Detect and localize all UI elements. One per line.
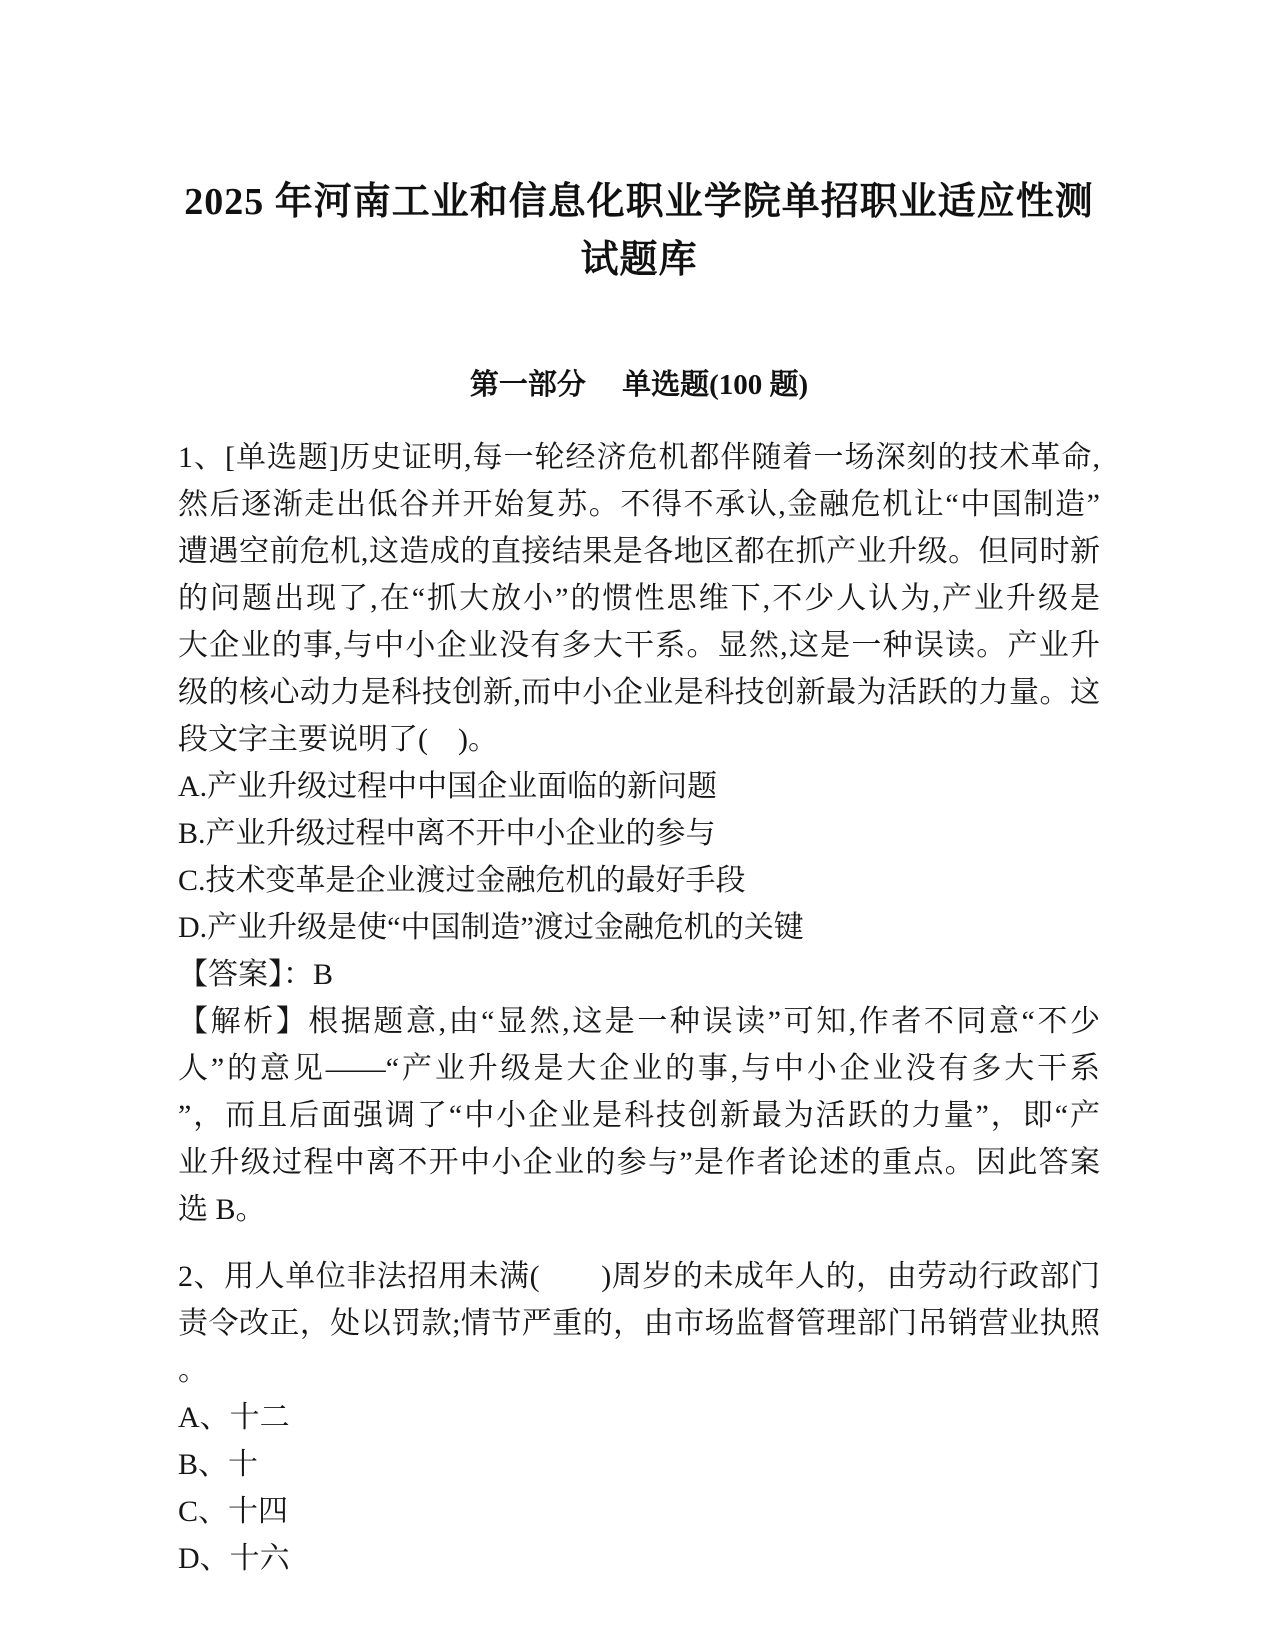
question-1-option-c: C.技术变革是企业渡过金融危机的最好手段 — [178, 863, 746, 897]
question-2-stem-line-2: 责令改正，处以罚款;情节严重的，由市场监督管理部门吊销营业执照 — [178, 1306, 1100, 1340]
question-2-option-c: C、十四 — [178, 1494, 289, 1528]
question-1-analysis-line-1: 【解析】根据题意,由“显然,这是一种误读”可知,作者不同意“不少 — [178, 1004, 1100, 1038]
question-1-stem-line-1: 1、[单选题]历史证明,每一轮经济危机都伴随着一场深刻的技术革命, — [178, 440, 1100, 474]
question-1-option-a: A.产业升级过程中中国企业面临的新问题 — [178, 769, 718, 803]
question-1-stem-line-4: 的问题出现了,在“抓大放小”的惯性思维下,不少人认为,产业升级是 — [178, 581, 1100, 615]
question-2-option-b: B、十 — [178, 1447, 259, 1481]
question-1-answer: 【答案】：B — [178, 957, 334, 991]
question-1-analysis-line-2: 人”的意见——“产业升级是大企业的事,与中小企业没有多大干系 — [178, 1051, 1100, 1085]
question-2 — [178, 1253, 1100, 1582]
question-1-stem-line-7: 段文字主要说明了( )。 — [178, 722, 498, 756]
question-1-stem-line-3: 遭遇空前危机,这造成的直接结果是各地区都在抓产业升级。但同时新 — [178, 534, 1100, 568]
question-1-stem-line-2: 然后逐渐走出低谷并开始复苏。不得不承认,金融危机让“中国制造” — [178, 487, 1100, 521]
question-1-analysis-line-3: ”，而且后面强调了“中小企业是科技创新最为活跃的力量”，即“产 — [178, 1098, 1100, 1132]
title-line-2: 试题库 — [580, 239, 698, 282]
question-2-stem-line-3: 。 — [178, 1353, 208, 1387]
question-1-stem-line-5: 大企业的事,与中小企业没有多大干系。显然,这是一种误读。产业升 — [178, 628, 1100, 662]
question-1-analysis-line-5: 选 B。 — [178, 1192, 266, 1226]
question-1 — [178, 434, 1100, 1233]
question-1-stem-line-6: 级的核心动力是科技创新,而中小企业是科技创新最为活跃的力量。这 — [178, 675, 1100, 709]
question-2-option-a: A、十二 — [178, 1400, 290, 1434]
question-1-option-d: D.产业升级是使“中国制造”渡过金融危机的关键 — [178, 910, 804, 944]
question-2-option-d: D、十六 — [178, 1541, 290, 1575]
section-heading: 第一部分 单选题(100 题) — [469, 369, 809, 402]
question-2-stem-line-1: 2、用人单位非法招用未满( )周岁的未成年人的，由劳动行政部门 — [178, 1259, 1100, 1293]
question-1-analysis-line-4: 业升级过程中离不开中小企业的参与”是作者论述的重点。因此答案 — [178, 1145, 1100, 1179]
question-1-option-b: B.产业升级过程中离不开中小企业的参与 — [178, 816, 716, 850]
document-title — [178, 173, 1100, 289]
title-line-1: 2025 年河南工业和信息化职业学院单招职业适应性测 — [184, 181, 1094, 224]
